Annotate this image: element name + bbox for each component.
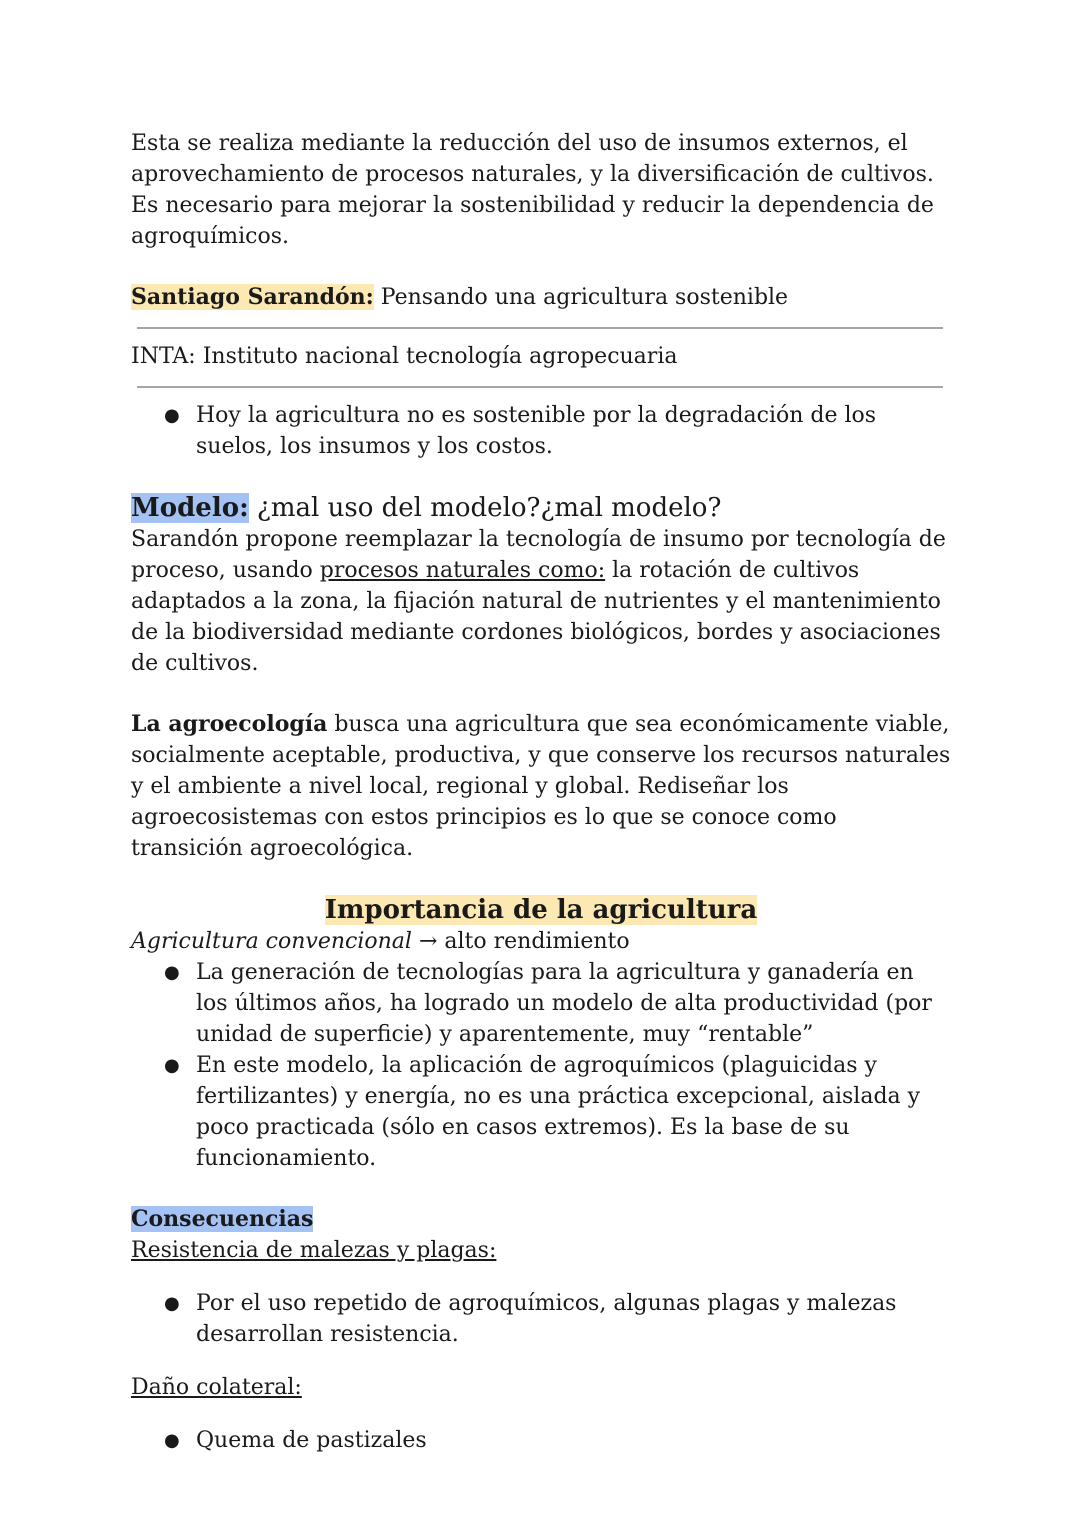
modelo-text-start: Sarandón propone reemplazar la tecnología de insumo por tecnología de proceso, usando bbox=[131, 527, 946, 583]
list-item bbox=[164, 1425, 951, 1456]
list-item-text: En este modelo, la aplicación de agroquímicos (plaguicidas y fertilizantes) y energía, no es una práctica excepcional, aislada y poco practicada (sólo en casos extremos). Es la base de su funcionamiento. bbox=[196, 1053, 921, 1171]
bullet-list-1 bbox=[131, 400, 951, 462]
importancia-subtitle bbox=[131, 926, 951, 957]
bullet-list-3 bbox=[131, 1288, 951, 1350]
author-line bbox=[131, 282, 951, 313]
agricultura-convencional-label: Agricultura convencional bbox=[131, 929, 412, 954]
modelo-paragraph bbox=[131, 524, 951, 679]
bullet-list-4 bbox=[131, 1425, 951, 1456]
agroecologia-label: La agroecología bbox=[131, 711, 328, 737]
resistencia-subheading: Resistencia de malezas y plagas: bbox=[131, 1238, 497, 1263]
bullet-icon: ● bbox=[164, 405, 180, 426]
list-item-text: La generación de tecnologías para la agricultura y ganadería en los últimos años, ha logrado un modelo de alta productividad (por unidad de superficie) y aparentemente, muy “rentable” bbox=[196, 960, 932, 1047]
horizontal-rule-1 bbox=[137, 327, 943, 329]
modelo-label-highlight: Modelo: bbox=[131, 493, 249, 523]
inta-line: INTA: Instituto nacional tecnología agropecuaria bbox=[131, 344, 678, 369]
bullet-icon: ● bbox=[164, 1430, 180, 1451]
dano-colateral-subheading: Daño colateral: bbox=[131, 1375, 302, 1400]
list-item-text: Hoy la agricultura no es sostenible por la degradación de los suelos, los insumos y los costos. bbox=[196, 403, 877, 459]
document-page bbox=[131, 128, 951, 1456]
modelo-text-end: la rotación de cultivos adaptados a la zona, la fijación natural de nutrientes y el mantenimiento de la biodiversidad mediante cordones biológicos, bordes y asociaciones de cultivos. bbox=[131, 558, 941, 676]
bullet-icon: ● bbox=[164, 962, 180, 983]
alto-rendimiento-text: → alto rendimiento bbox=[411, 929, 630, 954]
list-item bbox=[164, 1288, 951, 1350]
author-name-highlight: Santiago Sarandón: bbox=[131, 284, 374, 310]
modelo-question: ¿mal uso del modelo?¿mal modelo? bbox=[248, 493, 722, 523]
bullet-icon: ● bbox=[164, 1293, 180, 1314]
horizontal-rule-2 bbox=[137, 386, 943, 388]
consecuencias-title-highlight: Consecuencias bbox=[131, 1206, 314, 1232]
intro-paragraph: Esta se realiza mediante la reducción del uso de insumos externos, el aprovechamiento de procesos naturales, y la diversificación de cultivos. Es necesario para mejorar la sostenibilidad y reducir la dependencia de agroquímicos. bbox=[131, 131, 934, 249]
modelo-heading bbox=[131, 492, 951, 524]
author-work-title: Pensando una agricultura sostenible bbox=[373, 285, 789, 310]
importancia-heading bbox=[131, 894, 951, 926]
agroecologia-text: busca una agricultura que sea económicamente viable, socialmente aceptable, productiva, y que conserve los recursos naturales y el ambiente a nivel local, regional y global. Rediseñar los agroecosistemas con estos principios es lo que se conoce como transición agroecológica. bbox=[131, 712, 951, 861]
bullet-list-2 bbox=[131, 957, 951, 1174]
bullet-icon: ● bbox=[164, 1055, 180, 1076]
list-item-text: Quema de pastizales bbox=[196, 1428, 427, 1453]
agroecologia-paragraph bbox=[131, 709, 951, 864]
consecuencias-heading bbox=[131, 1204, 951, 1235]
list-item bbox=[164, 957, 951, 1050]
list-item bbox=[164, 400, 951, 462]
modelo-underlined-text: procesos naturales como: bbox=[319, 558, 606, 583]
importancia-title-highlight: Importancia de la agricultura bbox=[324, 895, 758, 925]
list-item bbox=[164, 1050, 951, 1174]
list-item-text: Por el uso repetido de agroquímicos, algunas plagas y malezas desarrollan resistencia. bbox=[196, 1291, 897, 1347]
